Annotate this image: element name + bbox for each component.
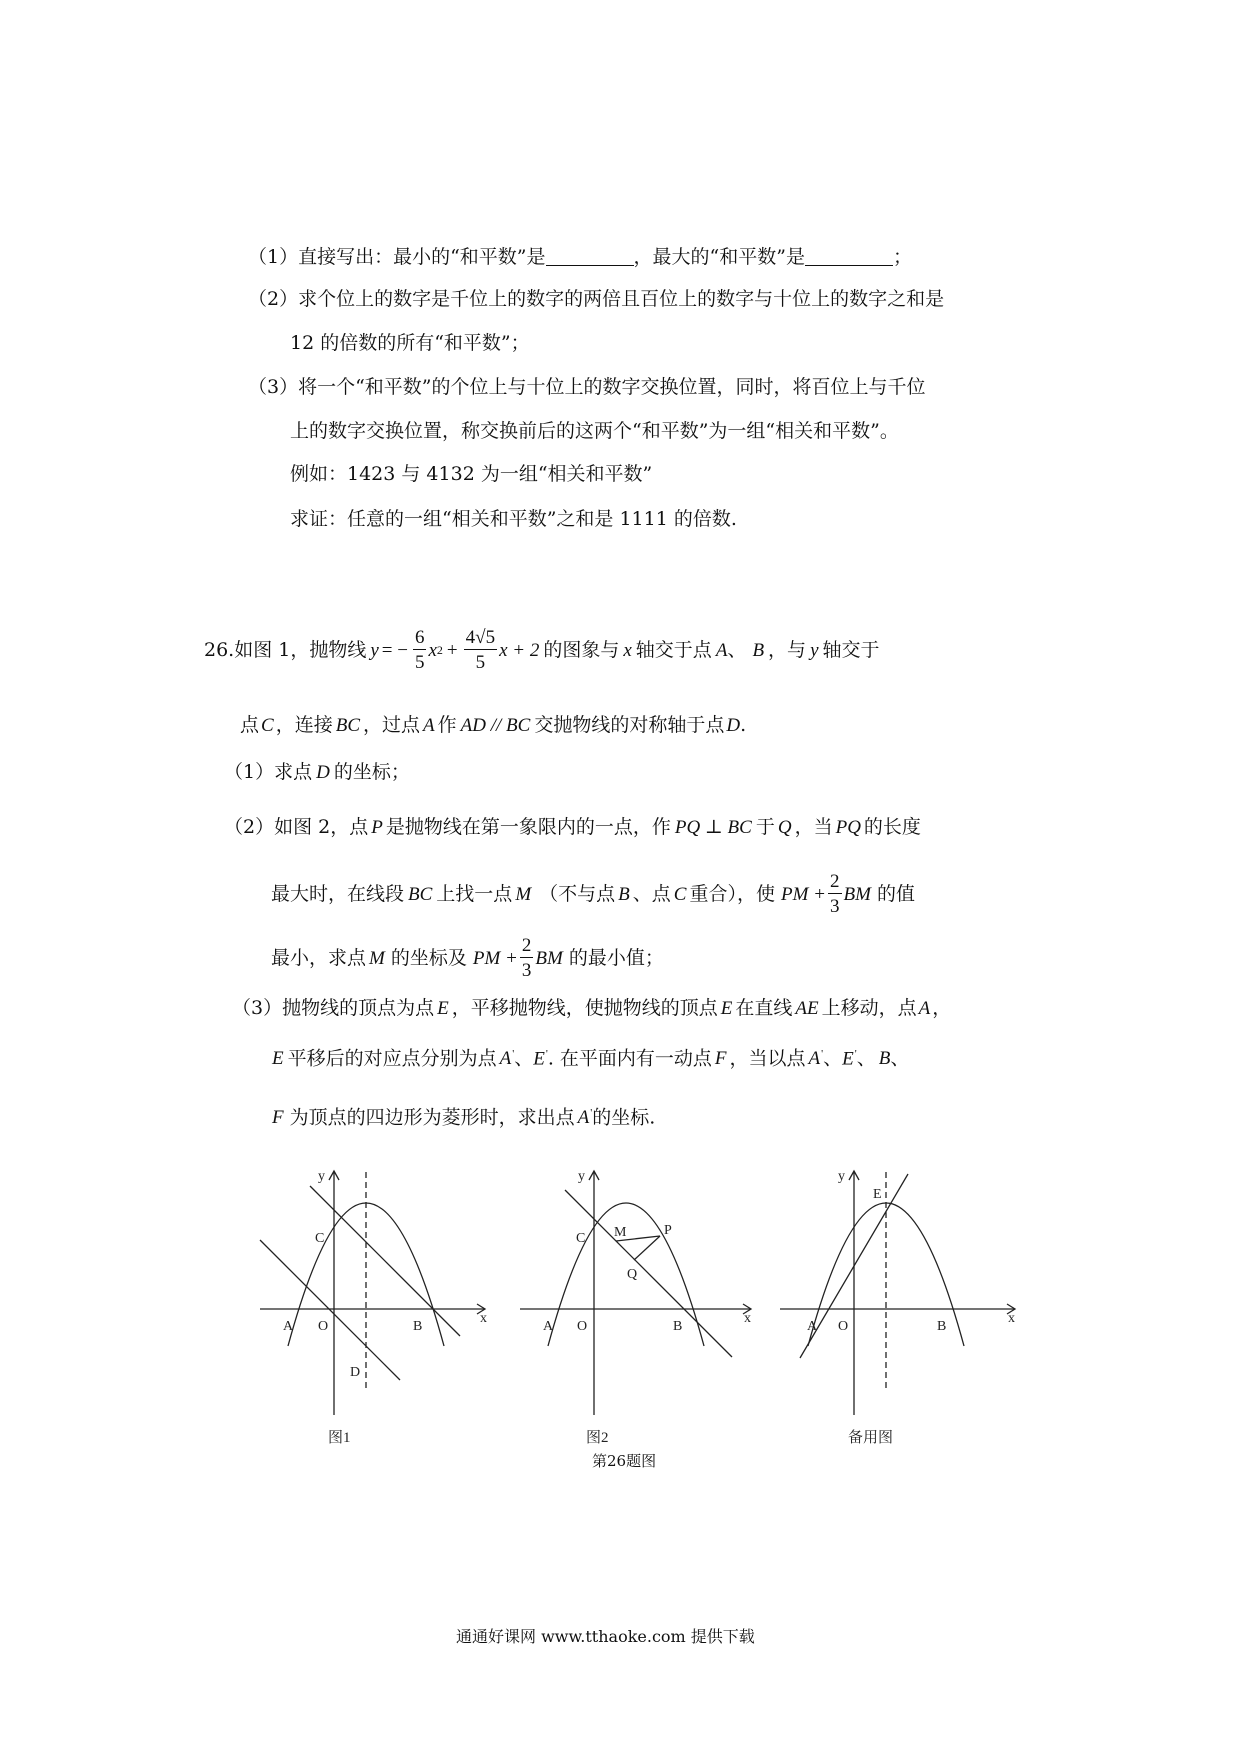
- label-O: O: [838, 1319, 849, 1334]
- question-number: 26.: [204, 638, 235, 661]
- fraction-two-thirds: $\frac{2}{3}$: [830, 871, 840, 917]
- label-y: y: [578, 1169, 585, 1184]
- q25-part3-example: 例如：1423 与 4132 为一组“相关和平数”: [290, 463, 653, 485]
- q26-part3-line2: E 平移后的对应点分别为点 A'、E'. 在平面内有一动点 F ，当以点 A'、E'、 B、: [272, 1047, 910, 1070]
- q25-part1: （1）直接写出：最小的“和平数”是 ，最大的“和平数”是 ；: [248, 246, 912, 268]
- q26-line1: 26. 如图 1，抛物线 y = − $\frac{6}{5}$ x 2 + $\frac{4√5}{5}$ x + 2 的图象与 x 轴交于点 A 、 B ，与 y 轴交于: [204, 627, 880, 673]
- figure-spare: [770, 1160, 1030, 1450]
- footer-download-note: 通通好课网 www.tthaoke.com 提供下载: [456, 1627, 755, 1646]
- label-O: O: [577, 1319, 588, 1334]
- label-A: A: [543, 1319, 554, 1334]
- label-C: C: [315, 1231, 325, 1246]
- segment-pq: [634, 1236, 660, 1260]
- fraction-four-root-five: $\frac{4√5}{5}$: [465, 627, 496, 673]
- label-x: x: [480, 1311, 487, 1326]
- q26-part2-line1: （2）如图 2，点 P 是抛物线在第一象限内的一点，作 PQ ⊥ BC 于 Q ，当 PQ 的长度: [224, 816, 921, 838]
- q25-part2-line2: 12 的倍数的所有“和平数”；: [290, 332, 530, 354]
- label-C: C: [576, 1231, 586, 1246]
- label-M: M: [614, 1225, 627, 1240]
- answer-blank-max[interactable]: [805, 247, 893, 266]
- label-A: A: [807, 1319, 818, 1334]
- label-E: E: [873, 1187, 882, 1202]
- label-x: x: [744, 1311, 751, 1326]
- label-A: A: [283, 1319, 294, 1334]
- label-P: P: [664, 1223, 672, 1238]
- figure-2: [510, 1160, 760, 1450]
- q26-part3-line1: （3）抛物线的顶点为点 E ，平移抛物线，使抛物线的顶点 E 在直线 AE 上移动，点 A ，: [232, 997, 952, 1019]
- caption-figure-spare: 备用图: [848, 1430, 894, 1446]
- figure-group-caption: 第26题图: [592, 1452, 657, 1470]
- answer-blank-min[interactable]: [546, 247, 634, 266]
- label-B: B: [673, 1319, 683, 1334]
- fraction-six-fifths: $\frac{6}{5}$: [414, 627, 425, 673]
- label-x: x: [1008, 1311, 1015, 1326]
- q25-part3-line1: （3）将一个“和平数”的个位上与十位上的数字交换位置，同时，将百位上与千位: [248, 376, 926, 398]
- q26-part2-line2: 最大时，在线段 BC 上找一点 M （不与点 B 、点 C 重合），使 PM + $\frac{2}{3}$ BM 的值: [271, 871, 915, 917]
- q26-part1: （1）求点 D 的坐标；: [224, 761, 410, 783]
- fraction-two-thirds-b: $\frac{2}{3}$: [521, 935, 532, 981]
- q26-part3-line3: F 为顶点的四边形为菱形时，求出点 A'的坐标.: [272, 1106, 656, 1129]
- label-B: B: [413, 1319, 423, 1334]
- q25-part3-line2: 上的数字交换位置，称交换前后的这两个“和平数”为一组“相关和平数”。: [290, 420, 899, 442]
- caption-figure-2: 图2: [586, 1430, 609, 1446]
- line-ad: [260, 1240, 400, 1380]
- q26-line2: 点 C ，连接 BC ，过点 A 作 AD // BC 交抛物线的对称轴于点 D.: [240, 714, 747, 736]
- line-bc: [310, 1186, 460, 1336]
- q26-part2-line3: 最小，求点 M 的坐标及 PM + $\frac{2}{3}$ BM 的最小值；: [271, 935, 664, 981]
- label-Q: Q: [627, 1267, 638, 1282]
- label-D: D: [350, 1365, 361, 1380]
- label-O: O: [318, 1319, 329, 1334]
- figure-1: [250, 1160, 500, 1450]
- label-y: y: [838, 1169, 845, 1184]
- label-B: B: [937, 1319, 947, 1334]
- q25-part2-line1: （2）求个位上的数字是千位上的数字的两倍且百位上的数字与十位上的数字之和是: [248, 288, 945, 310]
- q25-part3-prove: 求证：任意的一组“相关和平数”之和是 1111 的倍数.: [290, 508, 737, 530]
- label-y: y: [318, 1169, 325, 1184]
- caption-figure-1: 图1: [328, 1430, 351, 1446]
